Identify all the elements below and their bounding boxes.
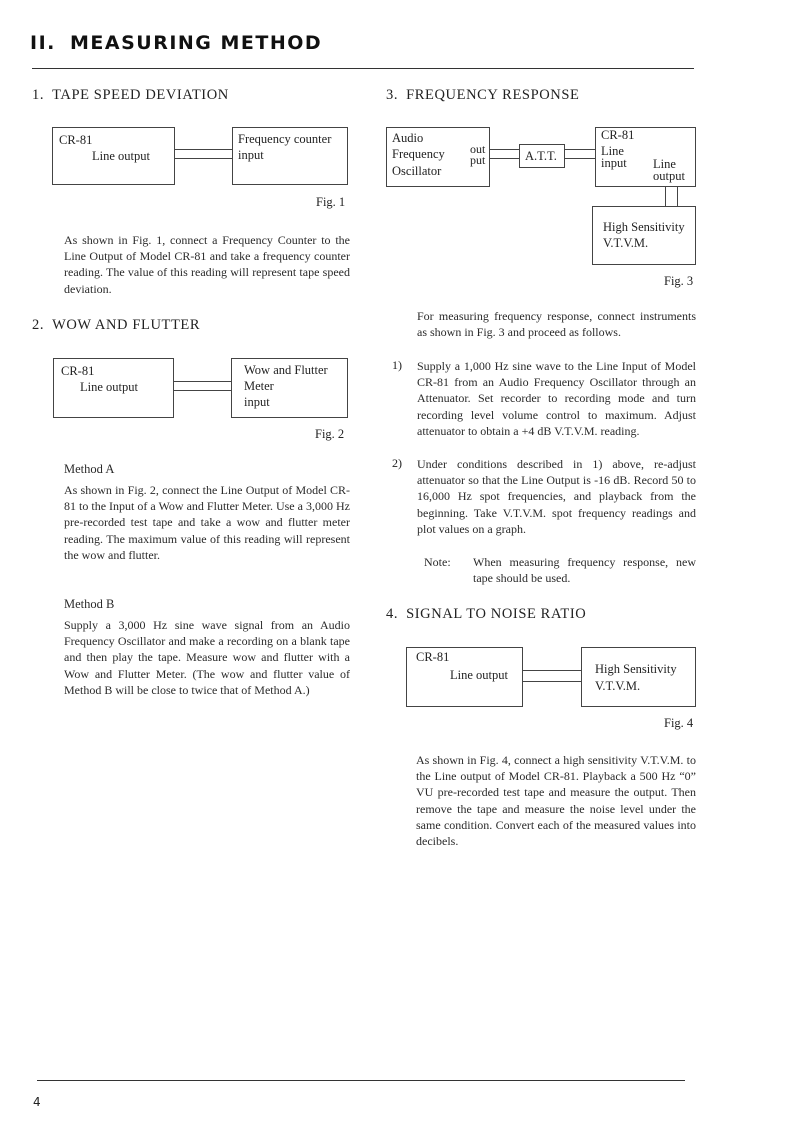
vtvm-box <box>581 647 696 707</box>
meter-label-line2: Meter <box>244 379 274 393</box>
method-b-paragraph: Supply a 3,000 Hz sine wave signal from an Audio Frequency Oscillator and make a recording on a blank tape and then play the tape. Measure wow and flutter with a Wow and Flutter Meter. (The wow and flutter value of Method B will be close to twice that of Method A.) <box>64 618 350 697</box>
line-output-label: Line output <box>80 380 138 394</box>
output-port-label-2: put <box>470 153 486 167</box>
oscillator-to-att-cable <box>490 149 519 159</box>
section-title: WOW AND FLUTTER <box>52 317 201 333</box>
chapter-title: MEASURING METHOD <box>69 32 323 54</box>
figure-caption: Fig. 3 <box>664 274 694 288</box>
cr81-box <box>53 358 174 418</box>
section-number: 1. <box>32 87 45 103</box>
figure-caption: Fig. 1 <box>316 195 346 209</box>
oscillator-label-line2: Frequency <box>392 147 445 161</box>
page-title <box>30 32 322 54</box>
section-number: 2. <box>32 317 45 333</box>
line-output-label-2: output <box>653 169 685 183</box>
step-text: Supply a 1,000 Hz sine wave to the Line Input of Model CR-81 from an Audio Frequency Oscillator through an Attenuator. Set recorder to recording mode and turn recording level volume control to maximum. Adjust attenuator to obtain a +4 dB V.T.V.M. reading. <box>417 359 696 438</box>
output-port-label-1: out <box>470 142 486 156</box>
frequency-response-intro: For measuring frequency response, connect instruments as shown in Fig. 3 and proceed as follows. <box>417 309 696 340</box>
audio-oscillator-box <box>386 127 490 187</box>
note-label: Note: <box>424 555 451 569</box>
section-number: 3. <box>386 87 399 103</box>
cr81-label: CR-81 <box>59 133 93 147</box>
oscillator-label-line1: Audio <box>392 131 424 145</box>
method-b-heading: Method B <box>64 597 115 611</box>
section-heading-wow-flutter <box>32 317 200 334</box>
step-number: 2) <box>392 456 402 470</box>
method-a-heading: Method A <box>64 462 115 476</box>
recorder-to-vtvm-cable <box>665 187 678 206</box>
method-a-paragraph: As shown in Fig. 2, connect the Line Output of Model CR-81 to the Input of a Wow and Flutter Meter. Use a 3,000 Hz pre-recorded test tape and take a wow and flutter meter reading. The maximum value of this reading will represent the wow and flutter. <box>64 483 350 562</box>
step-number: 1) <box>392 358 402 372</box>
line-input-label-2: input <box>601 156 627 170</box>
oscillator-label-line3: Oscillator <box>392 164 442 178</box>
vtvm-label-line1: High Sensitivity <box>595 662 677 676</box>
attenuator-box <box>519 144 565 168</box>
line-output-label: Line output <box>450 668 508 682</box>
section-heading-signal-noise <box>386 606 586 623</box>
section-title: SIGNAL TO NOISE RATIO <box>406 606 587 622</box>
chapter-number: II. <box>30 32 56 54</box>
connection-cable <box>523 670 581 682</box>
att-to-recorder-cable <box>565 149 595 159</box>
attenuator-label: A.T.T. <box>525 149 557 163</box>
section-heading-tape-speed <box>32 87 229 104</box>
figure-caption: Fig. 4 <box>664 716 694 730</box>
section-heading-frequency-response <box>386 87 580 104</box>
section-number: 4. <box>386 606 399 622</box>
meter-label-line1: Wow and Flutter <box>244 363 328 377</box>
cr81-box <box>406 647 523 707</box>
line-input-label-1: Line <box>601 144 624 158</box>
signal-noise-paragraph: As shown in Fig. 4, connect a high sensitivity V.T.V.M. to the Line output of Model CR-81. Playback a 500 Hz “0” VU pre-recorded test tape and measure the output. Then remove the tape and measure the noise level under the same condition. Convert each of the measured values into decibels. <box>416 753 696 849</box>
figure-caption: Fig. 2 <box>315 427 345 441</box>
meter-label-line3: input <box>244 395 270 409</box>
connection-cable <box>174 381 231 391</box>
footer-rule <box>37 1080 685 1081</box>
wow-flutter-meter-box <box>231 358 348 418</box>
vtvm-label-line2: V.T.V.M. <box>595 679 641 693</box>
connection-cable <box>175 149 232 159</box>
frequency-counter-box <box>232 127 348 185</box>
cr81-box <box>52 127 175 185</box>
vtvm-label-line2: V.T.V.M. <box>603 236 649 250</box>
cr81-label: CR-81 <box>416 650 450 664</box>
cr81-box <box>595 127 696 187</box>
line-output-label-1: Line <box>653 157 676 171</box>
step-text: Under conditions described in 1) above, re-adjust attenuator so that the Line Output is -16 dB. Record 50 to 16,000 Hz spot frequencies, and playback from the beginning. Take V.T.V.M. spot frequency readings and plot values on a graph. <box>417 457 696 536</box>
note-text: When measuring frequency response, new tape should be used. <box>473 555 696 586</box>
header-rule <box>32 68 694 69</box>
vtvm-box <box>592 206 696 265</box>
section-title: FREQUENCY RESPONSE <box>406 87 580 103</box>
section-title: TAPE SPEED DEVIATION <box>52 87 229 103</box>
vtvm-label-line1: High Sensitivity <box>603 220 685 234</box>
input-label: input <box>238 148 264 162</box>
line-output-label: Line output <box>92 149 150 163</box>
frequency-counter-label: Frequency counter <box>238 132 332 146</box>
cr81-label: CR-81 <box>601 128 635 142</box>
cr81-label: CR-81 <box>61 364 95 378</box>
tape-speed-paragraph: As shown in Fig. 1, connect a Frequency Counter to the Line Output of Model CR-81 and take a frequency counter reading. The value of this reading will represent tape speed deviation. <box>64 233 350 296</box>
page-number: 4 <box>33 1095 41 1109</box>
